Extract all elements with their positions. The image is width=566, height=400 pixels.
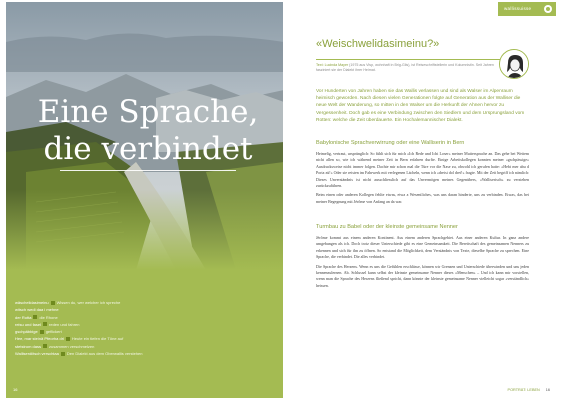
paragraph: Beim einen oder anderen Kollegen fehlte etwas, etwa a Wesentliches, was uns daran hinderte, uns zu verbinden. Etwas, das bei meiner Begegnung mit Jérôme von Anfang an da war. — [316, 192, 529, 204]
lead-paragraph: Vor Hunderten von Jahren haben sie das Wallis verlassen und sind als Walser im Alpenraum heimisch geworden. Nach diesen vielen Generationen folgte auf Generation aus der Walliser die neue Welt der Wanderung, so mitten in den Walser um die Herkunft der Ahnen hervor zu Vergessenheit. Doch gab es eine Verbindung zwischen den Siedlern und dem Ursprungsland vom Rotten: welche die Zeit überdauerte. Ein Hochalemannischer Dialekt. — [316, 89, 525, 123]
headline-underline — [60, 170, 236, 171]
glossary-definition: geflickert — [45, 329, 62, 335]
dialect-glossary — [15, 299, 277, 357]
page-number-left: 16 — [13, 387, 18, 392]
glossary-row — [15, 328, 277, 335]
headline — [28, 94, 268, 171]
right-page — [283, 2, 566, 398]
author-bio: (1975 aus Visp, wohnhaft in Brig-Glis), ist Reiseschriftstellerin und Kolumnistin. Seit Jahren fasziniert sie der Dialekt ihrer Heimat. — [316, 63, 494, 72]
glossary-term: Walliserdiitsch verschtaa — [15, 351, 59, 357]
bullet-square-icon — [66, 337, 70, 341]
bullet-square-icon — [43, 322, 47, 326]
bullet-square-icon — [33, 315, 37, 319]
glossary-term: witsch wedi daa i mehne — [15, 307, 59, 313]
glossary-row — [15, 314, 277, 321]
paragraph: Die Sprache des Herzens. Wenn es uns die Gefühlen erschlüsse, können wir Grenzen und Unterschiede überwinden und uns jeden kennenzulernen. Ab. Schlussel kann selbst der kleinste gemeinsame Nenner dieses «Menschen» – Und ich kann mir vorstellen, wenn man die Sprache des Herzens fließend spricht, dann könnte der kleinste gemeinsame Nenner vielleicht sogar «verständlich» heissen. — [316, 263, 529, 288]
author-portrait-icon — [499, 49, 529, 79]
author-label: Text: Lucinda Mayer — [316, 63, 349, 67]
bullet-square-icon — [61, 352, 65, 356]
glossary-row — [15, 299, 277, 306]
paragraph: Jérôme kommt aus einem anderen Kontinent. Aus einem anderen Sprachgebiet. Aus einer anderen Kultur. In ganz andere umgebungen als ich. Doch trotz dieser Unterschiede gibt es eine Gemeinsamkeit. Die Bereitschaft des gemeinsamen Nenners zu erkennen und sich für ihn zu öffnen. So entstand die Möglichkeit, dem Verständnis von Texte, dieselbe Sprache zu sprechen. Eine Sprache, die verbindet. Die alles verbindet. — [316, 235, 529, 260]
glossary-term: wäschelidasimeinu — [15, 300, 49, 305]
section-body-1 — [316, 151, 529, 208]
glossary-definition: Heute ein tiefen die Töne auf — [71, 336, 124, 342]
glossary-row — [15, 350, 277, 357]
section-body-2 — [316, 235, 529, 292]
headline-line-1: Eine Sprache, — [37, 94, 259, 130]
glossary-row — [15, 321, 277, 328]
glossary-definition: die Rhone — [39, 314, 58, 320]
glossary-term: Hee, mar steinä Pfeorha dri — [15, 336, 64, 342]
glossary-definition: Wissen du, wer welcher ich spreche — [56, 300, 121, 305]
article-title: «Weischwelidasimeinu?» — [316, 38, 440, 50]
glossary-term: stetstrom dass — [15, 343, 42, 349]
glossary-row — [15, 335, 277, 342]
section-heading-2: Turmbau zu Babel oder der kleinste gemeinsame Nenner — [316, 224, 458, 230]
section-logo-icon — [544, 5, 552, 13]
section-label: wallissuisse — [504, 6, 532, 11]
glossary-term: gschpäbbige — [15, 329, 38, 335]
bullet-square-icon — [40, 330, 44, 334]
glossary-term: der Rotta — [15, 314, 32, 320]
page-footer — [508, 388, 550, 392]
title-divider — [316, 59, 501, 60]
glossary-row — [15, 343, 277, 350]
glossary-definition: Den Dialekt aus dem Oberwallis verstehen — [66, 351, 143, 357]
page-number-right: 16 — [545, 388, 550, 392]
glossary-row — [15, 306, 277, 313]
glossary-definition: reden und fahren — [49, 321, 80, 327]
left-page — [6, 2, 284, 398]
section-tab — [498, 2, 556, 16]
author-byline — [316, 63, 494, 73]
footer-label: PORTRÄT: LEBEN — [507, 388, 540, 392]
headline-line-2: die verbindet — [43, 131, 253, 167]
section-heading-1: Babylonische Sprachverwirrung oder eine Walliserin in Bern — [316, 140, 465, 146]
bullet-square-icon — [51, 301, 55, 305]
bullet-square-icon — [43, 344, 47, 348]
glossary-definition: zusammen verschmelzen — [49, 343, 95, 349]
glossary-term: reisu und fasel — [15, 321, 42, 327]
paragraph: Heimelig, vertraut, ursprünglich: So fühlt sich für mich «Ich Rede und Ichi Loser» meiner Muttersprache an. Das gehe bei Weitem nicht allen so, wie ich während meiner Zeit in Bern erfahren durfte. Einige Arbeitskollegen konnten meiner «gschpässige» Ausdrucksweise nicht immer folgen. Dachte mir schon mal die Türe vor die Nase zu, obwohl ich gerufen hatte: «Hebt mer abu d Porta zü!» Oder sie reisten im Fahrwerk mit verlegenen Lächeln, wenn ich «dreisi dol drei!» fragte. Mit der Zeit begriff ich nämlich: Dieses Unverständnis ist nicht ausschliesslich auf das Unvermögen meines Gegenübers, «Walliserisch» zu verstehen zurückzuführen. — [316, 151, 529, 189]
